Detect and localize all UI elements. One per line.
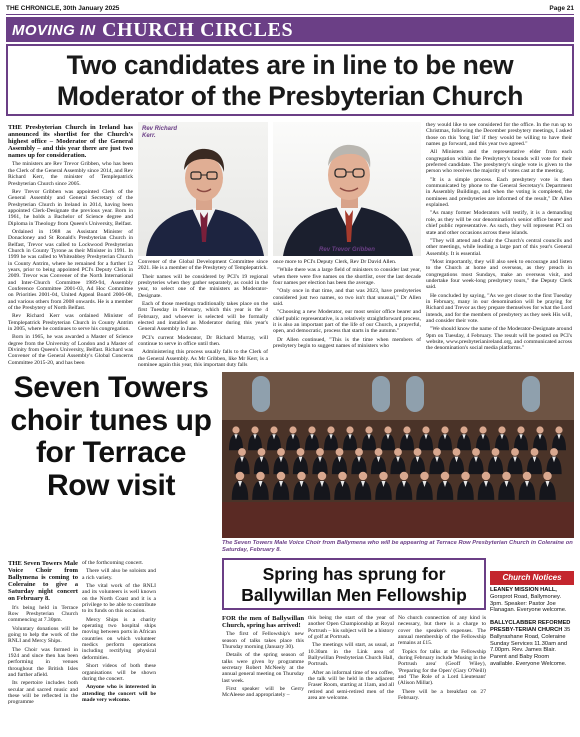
choir-story-column-2 xyxy=(82,560,156,705)
paragraph: He concluded by saying, "As we get closer to the first Tuesday in February, many in our denomination will be praying for Richard and Trevor as they prepare themselves for what the Lord intends, and for the members of presbytery as they seek His will, and consider their vote. xyxy=(426,292,572,324)
paragraph: Rev Richard Kerr was ordained Minister of Templepatrick Presbyterian Church in County Antrim in 2005, where he continues to serve his congregation. xyxy=(8,313,133,333)
section-label-moving-in: MOVING IN xyxy=(12,22,96,39)
moderator-intro: THE Presbyterian Church in Ireland has announced its shortlist for the Church's highest office – Moderator of the General Assembly – and this year there are just two names up for consideration. xyxy=(8,124,133,160)
church-notices-list xyxy=(490,587,574,674)
paragraph: Dr Allen continued, "This is the time when members of presbytery begin to suggest names of ministers who xyxy=(273,336,421,350)
moderator-story-column-2 xyxy=(138,259,268,371)
moderator-story-column-4 xyxy=(426,122,572,354)
paragraph: Details of the spring season of talks were given by programme secretary Robert McNeely at the annual general meeting on Thursday last week. xyxy=(222,652,304,684)
fellowship-story-column-2 xyxy=(308,615,394,703)
fellowship-intro: FOR the men of Ballywillan Church, spring has arrived! xyxy=(222,615,304,630)
moderator-story-column-1 xyxy=(8,124,133,368)
paragraph: Their names will be considered by PCI's 19 regional presbyteries when they gather separately, as could in the year, to select one of the ministers as Moderator-Designate. xyxy=(138,273,268,299)
notice-item xyxy=(490,620,574,668)
paragraph: Topics for talks at the Fellowship during February include 'Musing in the Portrush area' (Geoff Wiley), 'Preparing for the Open' (Gary O'Neill) and 'The Role of a Lord Lieutenant' (Alison Millar). xyxy=(398,648,486,687)
paragraph: "We should know the name of the Moderator-Designate around 9pm on Tuesday, 4 February. The result will be posted on PCI's website, www.presbyterianireland.org, and communicated across the denomination's social media platforms." xyxy=(426,326,572,352)
choir-headline: Seven Towers choir tunes up for Terrace Row visit xyxy=(10,371,212,502)
paragraph: Administering this process usually falls to the Clerk of the General Assembly. As Mr Gribben, like Mr Kerr, is a nominee again this year, this important duty falls xyxy=(138,349,268,369)
paragraph: The first of Fellowship's new season of talks takes place this Thursday morning (January 30). xyxy=(222,631,304,650)
section-label-church-circles: CHURCH CIRCLES xyxy=(102,19,294,41)
moderator-headline: Two candidates are in line to be new Moderator of the Presbyterian Church xyxy=(6,44,574,116)
fellowship-headline: Spring has sprung for Ballywillan Men Fellowship xyxy=(222,558,486,610)
paragraph: PCI's current Moderator, Dr Richard Murray, will continue to serve in office until then. xyxy=(138,334,268,348)
paragraph: The Choir was formed in 1924 and since then has been performing in venues throughout the British Isles and further afield. xyxy=(8,646,78,678)
paragraph: There will also be soloists and a rich variety. xyxy=(82,568,156,581)
paragraph: this being the start of the year of another Open Championship at Royal Portrush – his subject will be a history of golf at Portrush. xyxy=(308,615,394,641)
paragraph: Short videos of both these organisations will be shown during the concert. xyxy=(82,663,156,682)
paragraph: of the forthcoming concert. xyxy=(82,560,144,566)
moderator-story-column-3 xyxy=(273,259,421,351)
paragraph: Voluntary donations will be going to help the work of the RNLI and Mercy Ships. xyxy=(8,625,78,645)
choir-story-column-1 xyxy=(8,560,78,708)
paragraph: "Choosing a new Moderator, our most senior office bearer and chief public representative, is a relatively straightforward process, it is also an important part of the life of our Church, a prayerful, open, and democratic, process that starts in the autumn." xyxy=(273,309,421,335)
fellowship-story-column-3 xyxy=(398,615,486,703)
paragraph: The meetings will start, as usual, at 10.30am in the Link area of Ballywillan Presbyterian Church Hall, Portrush. xyxy=(308,642,394,668)
photo-rev-richard-kerr xyxy=(138,122,268,256)
fellowship-story-column-1 xyxy=(222,615,304,701)
paragraph: Each of those meetings traditionally takes place on the first Tuesday in February, which this year is the 4 February, and whoever is selected will be formally elected and installed as Moderator during this year's General Assembly in June. xyxy=(138,301,268,333)
paragraph: "Only once in that time, and that was 2023, have presbyteries considered just two names, so two isn't that unusual," Dr Allen said. xyxy=(273,288,421,308)
paragraph: "As many former Moderators will testify, it is a demanding role, as they will be our denomination's senior office bearer and chief public representative. As such, they will represent PCI on state and other occasions across these islands. xyxy=(426,210,572,236)
choir-group-image xyxy=(222,372,574,538)
paragraph: they would like to see considered for the office. In the run up to Christmas, following the December presbytery meetings, I asked those on this 'long list' if they would be willing to have their names go forward, and this year two agreed." xyxy=(426,122,572,148)
paragraph: Born in 1965, he was awarded a Master of Science degree from the University of London and a Master of Divinity from Queen's University, Belfast. Richard was Convener of the General Assembly's Global Concerns Committee 2015-20, and has been xyxy=(8,334,133,366)
notice-name: BALLYCLABBER REFORMED PRESBY-TERIAN CHURCH xyxy=(490,620,571,633)
caption-rev-trevor-gribben: Rev Trevor Gribben xyxy=(319,247,375,253)
paragraph: Its repertoire includes both secular and sacred music and these will be reflected in the programme xyxy=(8,680,78,706)
paragraph: There will be a breakfast on 27 February. xyxy=(398,688,486,702)
paragraph: Convener of the Global Development Committee since 2021. He is a member of the Presbytery of Templepatrick. xyxy=(138,259,268,272)
paragraph: The vital work of the RNLI and its volunteers is well known on the North Coast and it is a privilege to be able to contribute to its funds on this occasion. xyxy=(82,583,156,615)
photo-rev-trevor-gribben xyxy=(273,122,421,256)
portrait-gribben-image xyxy=(273,122,421,256)
paragraph: once more to PCI's Deputy Clerk, Rev Dr David Allen. xyxy=(273,259,397,265)
section-banner xyxy=(6,17,574,42)
paragraph: Anyone who is interested in attending the concert will be made very welcome. xyxy=(82,684,156,703)
photo-seven-towers-choir xyxy=(222,372,574,538)
paragraph: Mercy Ships is a charity operating two hospital ships moving between ports in African countries on which volunteer medics perform operations including rectifying physical deformities. xyxy=(82,616,156,661)
notice-item xyxy=(490,587,574,614)
paragraph: "They will attend and chair the Church's central councils and other meetings, while leading a large part of this year's General Assembly. It is essential. xyxy=(426,237,572,257)
paragraph: The ministers are Rev Trevor Gribben, who has been the Clerk of the General Assembly since 2014, and Rev Richard Kerr, the minister of Templepatrick Presbyterian Church since 2005. xyxy=(8,161,133,187)
notice-text: Gorsprot Road, Ballymoney. 3pm. Speaker: Pastor Joe Flanagan. Everyone welcome. xyxy=(490,593,567,614)
paragraph: "It is a simple process. Each presbytery vote is then communicated by phone to the General Secretary's Department in Assembly Buildings, and when the voting is completed, the nominees and presbyteries are informed of the result," Dr Allen explained. xyxy=(426,176,572,209)
choir-photo-caption: The Seven Towers Male Voice Choir from Ballymena who will be appearing at Terrace Row Presbyterian Church in Coleraine on Saturday, February 8. xyxy=(222,540,573,553)
paragraph: After an informal time of tea coffee, the talk will be held in the adjacent Fraser Room, starting at 11am, and all retired and semi-retired men of the area are welcome. xyxy=(308,669,394,702)
page-number: Page 21 xyxy=(549,5,574,12)
paragraph: First speaker will be Gerry McAleese and appropriately – xyxy=(222,685,304,699)
page-header xyxy=(6,3,574,15)
portrait-kerr-image xyxy=(138,122,268,256)
paragraph: It's being held in Terrace Row Presbyterian Church commencing at 7.30pm. xyxy=(8,604,78,624)
notice-name: LEANEY MISSION HALL, xyxy=(490,587,557,593)
publication-date: THE CHRONICLE, 30th January 2025 xyxy=(6,5,120,12)
notice-text: 35 Ballyrashane Road, Coleraine Sunday Services 11.30am and 7.00pm. Rev. James Blair. Parent and Baby Room available. Everyone Welcome. xyxy=(490,626,571,667)
paragraph: "While there was a large field of ministers to consider last year, when there were five names on the shortlist, over the last decade four names per election has been the average. xyxy=(273,267,421,287)
choir-intro: THE Seven Towers Male Voice Choir from Ballymena is coming to Coleraine to give a Saturday night concert on February 8. xyxy=(8,560,78,603)
paragraph: "Most importantly, they will also seek to encourage and listen to the Church at home and overseas, as they preach in congregations most Sundays, make an overseas visit, and undertake four week-long presbytery tours," the Deputy Clerk said. xyxy=(426,258,572,291)
church-notices-header: Church Notices xyxy=(490,571,574,585)
paragraph: No church connection of any kind is necessary, but there is a charge to cover the speaker's expenses. The annual membership of the Fellowship remains at £15. xyxy=(398,615,486,647)
caption-rev-richard-kerr: Rev Richard Kerr. xyxy=(142,126,178,139)
paragraph: Rev Trevor Gribben was appointed Clerk of the General Assembly and General Secretary of the Presbyterian Church in Ireland in 2014, having been appointed Clerk-Designate the previous year. Born in 1961, he holds a Bachelor of Science degree and Diploma in Theology from Queen's University, Belfast. xyxy=(8,188,133,227)
paragraph: Ordained in 1988 as Assistant Minister of Donacloney and St Ronald's Presbyterian Church in Belfast, Trevor was called to Lockwood Presbyterian Church in County Tyrone as their Minister in 1991. In 1999 he was called to Whiteabbey Presbyterian Church in County Antrim, where he remained for a further 12 years, prior to being appointed PCI's Deputy Clerk in 2009. Trevor was Convener of the North International and Inter-Church Committee 1989-94, Assembly Conference Committee 2001-03, Ad Hoc Committee on Priorities 2001-04, United Appeal Board 2006-08, and various others from 2008 onwards. He is a member of the Presbytery of North Belfast. xyxy=(8,228,133,312)
paragraph: All Ministers and the representative elder from each congregation within the Presbytery's bounds will vote for their preferred candidate. The presbytery's single vote is given to the person who receives the majority of votes cast at the meeting. xyxy=(426,149,572,175)
